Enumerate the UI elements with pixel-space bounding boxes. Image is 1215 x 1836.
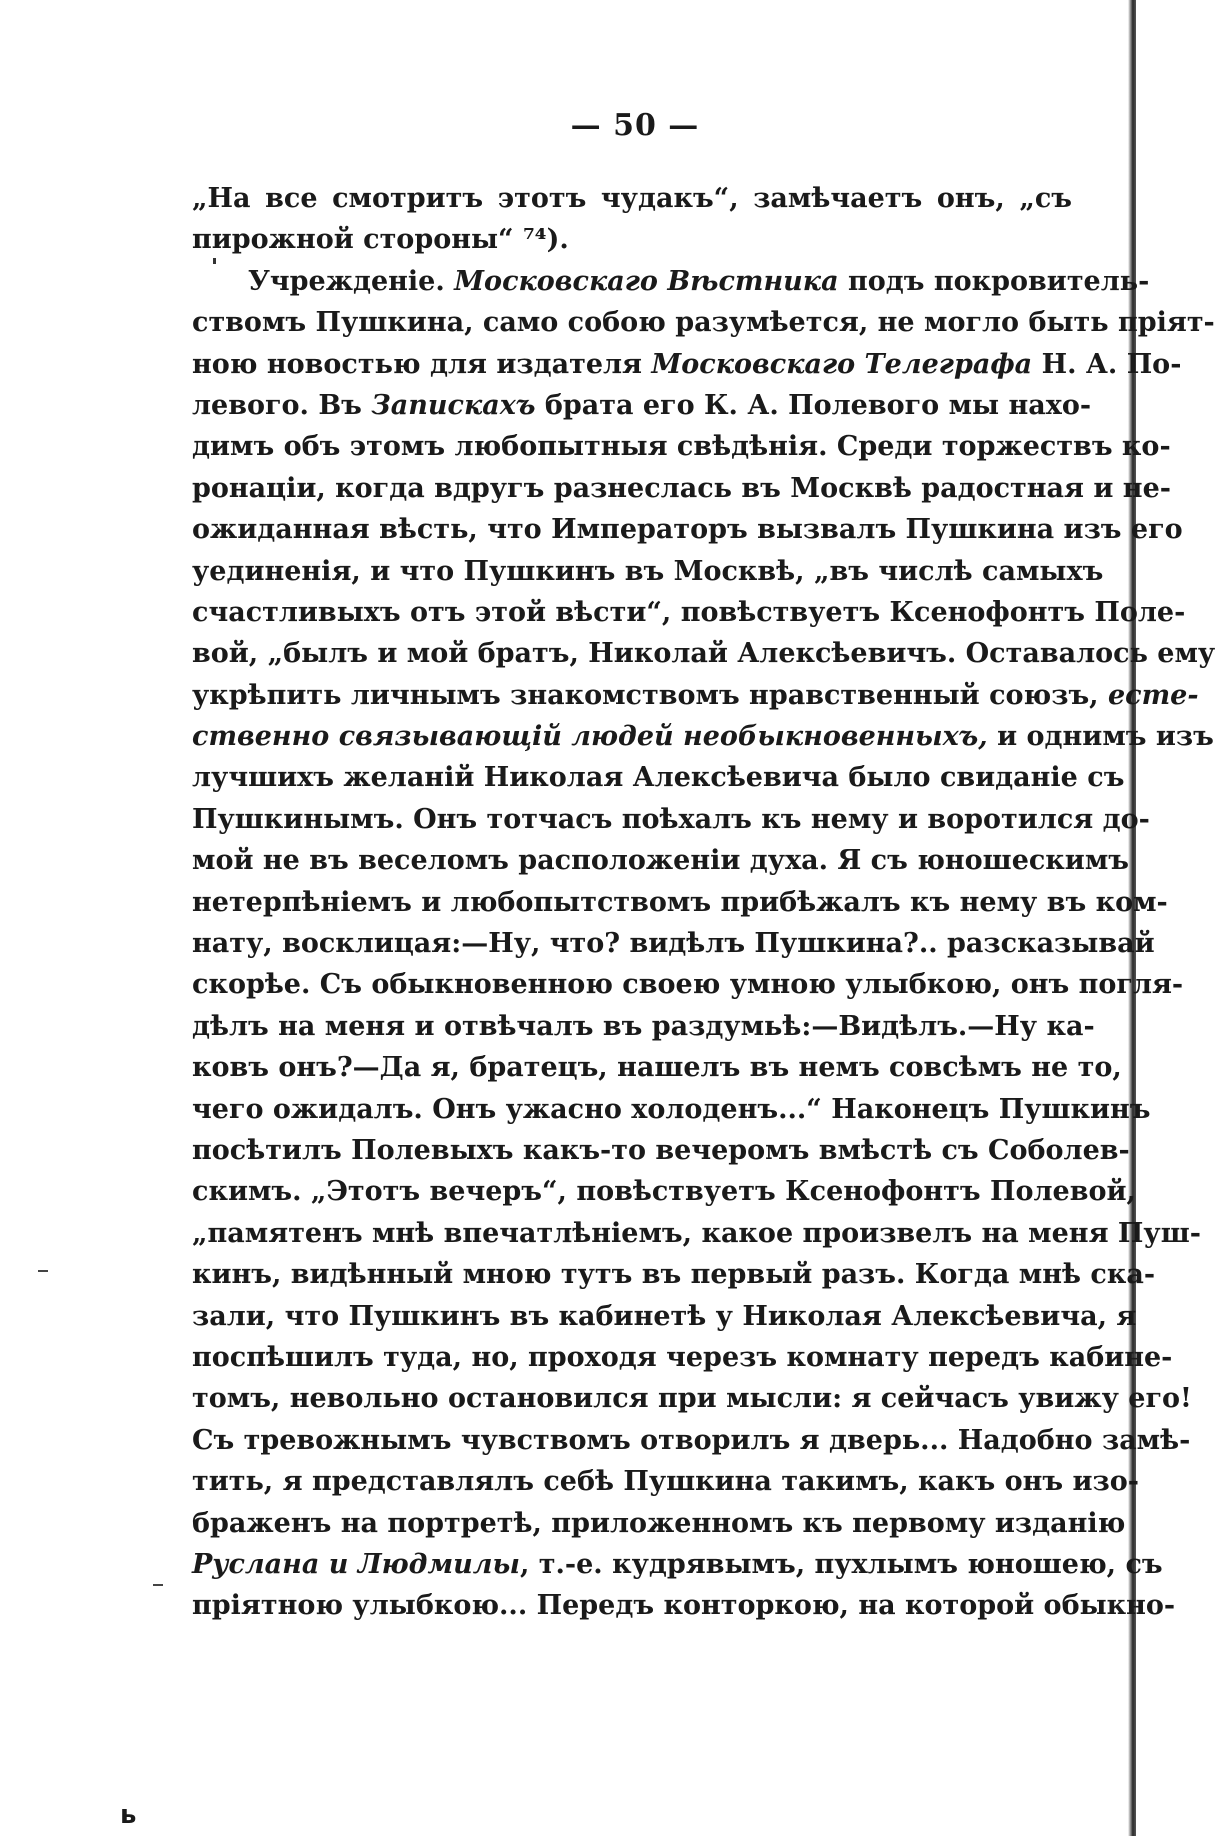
text-line <box>192 1337 1173 1378</box>
italic-title: есте- <box>1107 679 1199 711</box>
italic-title: Московскаго Вѣстника <box>454 265 839 297</box>
text-run: пріятною улыбкою... Передъ конторкою, на которой обыкно- <box>192 1590 1176 1622</box>
text-line <box>192 1213 1201 1254</box>
text-run: скорѣе. Съ обыкновенною своею умною улыбкою, онъ погля- <box>192 969 1184 1001</box>
text-line <box>192 1089 1151 1130</box>
text-run: пирожной стороны“ ⁷⁴). <box>192 224 569 256</box>
corner-mark: ь <box>120 1800 137 1830</box>
text-line <box>192 1047 1122 1088</box>
print-speck <box>213 258 216 264</box>
text-run: ронаціи, когда вдругъ разнеслась въ Москвѣ радостная и не- <box>192 472 1171 504</box>
text-line <box>192 1006 1095 1047</box>
text-line <box>192 385 1092 426</box>
text-line <box>192 633 1215 674</box>
text-line <box>192 219 1072 260</box>
text-run: браженъ на портретѣ, приложенномъ къ первому изданію <box>192 1507 1126 1539</box>
text-line <box>192 923 1155 964</box>
text-run: димъ объ этомъ любопытныя свѣдѣнія. Среди торжествъ ко- <box>192 431 1171 463</box>
text-run: дѣлъ на меня и отвѣчалъ въ раздумьѣ:—Видѣлъ.—Ну ка- <box>192 1010 1095 1042</box>
text-run: левого. Въ <box>192 389 372 421</box>
text-run: вой, „былъ и мой братъ, Николай Алексѣевичъ. Оставалось ему <box>192 638 1215 670</box>
text-line <box>192 261 1150 302</box>
text-line <box>192 344 1182 385</box>
italic-title: Руслана и Людмилы <box>192 1548 520 1580</box>
text-line <box>192 592 1186 633</box>
text-line <box>192 964 1184 1005</box>
text-run: ною новостью для издателя <box>192 348 652 380</box>
text-line <box>192 1378 1192 1419</box>
text-run: Пушкинымъ. Онъ тотчасъ поѣхалъ къ нему и воротился до- <box>192 803 1150 835</box>
italic-title: ственно связывающій людей необыкновенныхъ, <box>192 721 988 753</box>
text-line <box>192 882 1168 923</box>
text-run: Учрежденіе. <box>248 265 455 297</box>
text-run: укрѣпить личнымъ знакомствомъ нравственный союзъ, <box>192 679 1108 711</box>
italic-title: Запискахъ <box>371 389 536 421</box>
text-run: кинъ, видѣнный мною тутъ въ первый разъ. Когда мнѣ ска- <box>192 1259 1156 1291</box>
text-run: нетерпѣніемъ и любопытствомъ прибѣжалъ къ нему въ ком- <box>192 886 1168 918</box>
text-run: ожиданная вѣсть, что Императоръ вызвалъ Пушкина изъ его <box>192 514 1183 546</box>
text-line <box>192 1503 1126 1544</box>
page-number: — 50 — <box>570 108 700 143</box>
text-line <box>192 675 1199 716</box>
text-run: зали, что Пушкинъ въ кабинетѣ у Николая Алексѣевича, я <box>192 1300 1137 1332</box>
text-run: и однимъ изъ <box>987 721 1214 753</box>
text-line <box>192 302 1215 343</box>
text-line <box>192 1585 1176 1626</box>
text-run: лучшихъ желаній Николая Алексѣевича было свиданіе съ <box>192 762 1125 794</box>
text-run: брата его К. А. Полевого мы нахо- <box>535 389 1092 421</box>
text-run: , т.-е. кудрявымъ, пухлымъ юношею, съ <box>519 1548 1163 1580</box>
text-line <box>192 509 1183 550</box>
text-run: „памятенъ мнѣ впечатлѣніемъ, какое произвелъ на меня Пуш- <box>192 1217 1201 1249</box>
text-line <box>192 757 1125 798</box>
text-run: посѣтилъ Полевыхъ какъ-то вечеромъ вмѣстѣ съ Соболев- <box>192 1134 1130 1166</box>
text-line <box>192 551 1104 592</box>
body-text <box>192 178 1215 1627</box>
text-run: подъ покровитель- <box>838 265 1150 297</box>
text-run: скимъ. „Этотъ вечеръ“, повѣствуетъ Ксенофонтъ Полевой, <box>192 1176 1136 1208</box>
text-run: мой не въ веселомъ расположеніи духа. Я съ юношескимъ <box>192 845 1129 877</box>
text-line <box>192 1420 1191 1461</box>
text-run: нату, восклицая:—Ну, что? видѣлъ Пушкина?.. разсказывай <box>192 928 1155 960</box>
text-run: ковъ онъ?—Да я, братецъ, нашелъ въ немъ совсѣмъ не то, <box>192 1052 1122 1084</box>
text-run: тить, я представлялъ себѣ Пушкина такимъ, какъ онъ изо- <box>192 1466 1139 1498</box>
text-run: счастливыхъ отъ этой вѣсти“, повѣствуетъ Ксенофонтъ Поле- <box>192 596 1186 628</box>
text-run: „На все смотритъ этотъ чудакъ“, замѣчаетъ онъ, „съ <box>192 183 1072 214</box>
text-line <box>192 799 1150 840</box>
text-line <box>192 1461 1139 1502</box>
text-line <box>192 1254 1156 1295</box>
text-line <box>192 1130 1130 1171</box>
text-run: поспѣшилъ туда, но, проходя черезъ комнату передъ кабине- <box>192 1341 1173 1373</box>
text-run: Н. А. По- <box>1032 348 1182 380</box>
text-line <box>192 840 1129 881</box>
text-line <box>192 468 1171 509</box>
text-line <box>192 178 1072 219</box>
text-line <box>192 716 1214 757</box>
text-line <box>192 1171 1136 1212</box>
margin-mark <box>38 1270 48 1272</box>
text-line <box>192 1544 1163 1585</box>
text-run: томъ, невольно остановился при мысли: я сейчасъ увижу его! <box>192 1383 1192 1415</box>
text-run: Съ тревожнымъ чувствомъ отворилъ я дверь... Надобно замѣ- <box>192 1424 1191 1456</box>
margin-mark <box>153 1584 163 1586</box>
text-line <box>192 1296 1137 1337</box>
text-run: ствомъ Пушкина, само собою разумѣется, не могло быть пріят- <box>192 307 1215 339</box>
text-line <box>192 426 1171 467</box>
text-run: чего ожидалъ. Онъ ужасно холоденъ...“ Наконецъ Пушкинъ <box>192 1093 1151 1125</box>
italic-title: Московскаго Телеграфа <box>651 348 1033 380</box>
text-run: уединенія, и что Пушкинъ въ Москвѣ, „въ числѣ самыхъ <box>192 555 1104 587</box>
